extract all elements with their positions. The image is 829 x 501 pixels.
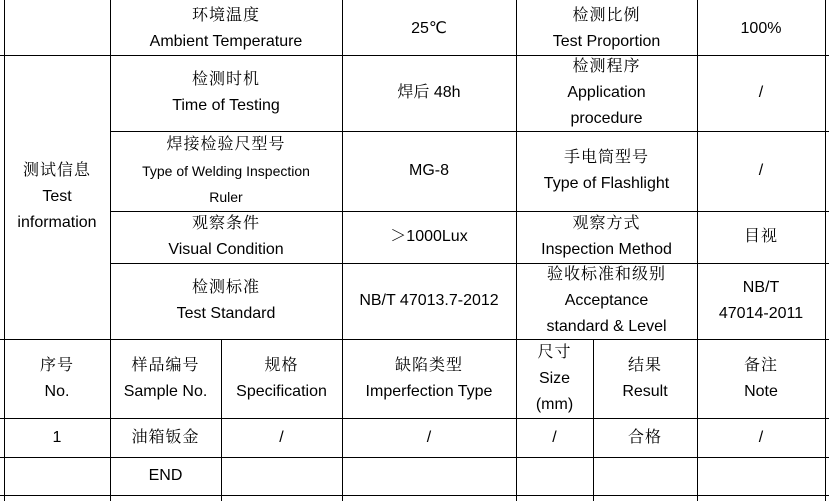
- grid-line: [825, 0, 826, 501]
- value-text: 焊后 48h: [397, 84, 461, 101]
- label-en: standard & Level: [546, 318, 667, 335]
- cell-text: 1: [52, 428, 62, 446]
- table-row-cell-imperfection: [342, 418, 516, 457]
- header-zh: 规格: [264, 356, 299, 374]
- label-zh: 环境温度: [191, 7, 260, 24]
- time-of-testing-label: [110, 55, 342, 131]
- section-label-en: information: [17, 214, 97, 231]
- table-row-cell-no: [4, 457, 110, 495]
- acceptance-standard-label: [516, 263, 697, 339]
- label-zh: 检测时机: [191, 71, 260, 88]
- value-text: /: [758, 162, 764, 179]
- header-note: [697, 339, 825, 418]
- cell-text: 合格: [627, 428, 662, 446]
- inspection-method-label: [516, 211, 697, 263]
- section-label-en: Test: [42, 188, 72, 205]
- cell-text: /: [426, 428, 432, 446]
- header-specification: [221, 339, 342, 418]
- welding-ruler-type-value: [342, 131, 516, 211]
- cell-text: /: [279, 428, 284, 446]
- table-row-cell-no: [4, 418, 110, 457]
- application-procedure-label: [516, 55, 697, 131]
- flashlight-type-value: [697, 131, 825, 211]
- header-zh: 尺寸: [537, 343, 572, 361]
- test-proportion-label: [516, 2, 697, 56]
- section-label-zh: 测试信息: [22, 162, 91, 179]
- header-zh: 序号: [39, 356, 74, 374]
- value-text: 47014-2011: [718, 305, 804, 322]
- label-en: procedure: [570, 110, 643, 127]
- label-en: Ruler: [209, 189, 243, 205]
- value-text: 100%: [740, 20, 782, 37]
- cell-text: /: [758, 428, 764, 446]
- table-row-cell-size: [516, 457, 593, 495]
- label-en: Application: [567, 84, 646, 101]
- table-row-cell-spec: [221, 457, 342, 495]
- table-row-cell-result: [593, 418, 697, 457]
- test-info-section-label: [4, 55, 110, 339]
- label-zh: 检测标准: [191, 279, 260, 296]
- header-en: Imperfection Type: [365, 382, 493, 400]
- header-en: Sample No.: [123, 382, 208, 400]
- ambient-temperature-value: [342, 2, 516, 56]
- value-text: ＞1000Lux: [390, 228, 468, 245]
- header-size: [516, 339, 593, 418]
- grid-line: [0, 495, 829, 496]
- label-zh: 观察方式: [572, 215, 641, 232]
- acceptance-standard-value: [697, 263, 825, 339]
- header-sample-no: [110, 339, 221, 418]
- header-en: Result: [622, 382, 668, 400]
- table-row-cell-imperfection: [342, 457, 516, 495]
- header-zh: 样品编号: [131, 356, 200, 374]
- label-en: Type of Welding Inspection: [142, 163, 310, 179]
- time-of-testing-value: [342, 55, 516, 131]
- test-standard-value: [342, 263, 516, 339]
- header-zh: 结果: [627, 356, 662, 374]
- table-row-cell-sample: [110, 457, 221, 495]
- header-result: [593, 339, 697, 418]
- test-proportion-value: [697, 2, 825, 56]
- label-zh: 检测程序: [572, 58, 641, 75]
- value-text: 25℃: [411, 20, 447, 37]
- label-en: Ambient Temperature: [149, 33, 303, 50]
- flashlight-type-label: [516, 131, 697, 211]
- table-row-cell-note: [697, 418, 825, 457]
- label-en: Test Proportion: [552, 33, 661, 50]
- header-imperfection-type: [342, 339, 516, 418]
- table-row-cell-spec: [221, 418, 342, 457]
- header-en: Specification: [236, 382, 327, 400]
- cell-text: 油箱钣金: [131, 428, 200, 446]
- header-en: Size: [538, 369, 571, 387]
- header-unit: (mm): [535, 395, 574, 413]
- label-en: Inspection Method: [541, 241, 672, 258]
- value-text: NB/T: [742, 279, 780, 296]
- visual-condition-value: [342, 211, 516, 263]
- header-en: No.: [44, 382, 70, 400]
- header-zh: 缺陷类型: [394, 356, 463, 374]
- ambient-temperature-label: [110, 2, 342, 56]
- cell-text: /: [552, 428, 557, 446]
- table-row-cell-size: [516, 418, 593, 457]
- visual-condition-label: [110, 211, 342, 263]
- cell-text: END: [148, 467, 183, 484]
- label-en: Visual Condition: [168, 241, 284, 258]
- label-zh: 验收标准和级别: [546, 266, 666, 283]
- label-zh: 观察条件: [191, 215, 260, 232]
- label-zh: 检测比例: [572, 7, 641, 24]
- application-procedure-value: [697, 55, 825, 131]
- label-en: Type of Flashlight: [543, 175, 670, 192]
- table-row-cell-note: [697, 457, 825, 495]
- header-zh: 备注: [743, 356, 778, 374]
- label-zh: 手电筒型号: [563, 149, 649, 166]
- label-en: Acceptance: [564, 292, 649, 309]
- value-text: NB/T 47013.7-2012: [359, 292, 499, 309]
- label-zh: 焊接检验尺型号: [166, 136, 286, 153]
- label-en: Time of Testing: [172, 97, 280, 114]
- inspection-method-value: [697, 211, 825, 263]
- table-row-cell-sample: [110, 418, 221, 457]
- welding-ruler-type-label: [110, 131, 342, 211]
- label-en: Test Standard: [176, 305, 276, 322]
- value-text: MG-8: [409, 162, 449, 179]
- value-text: /: [758, 84, 764, 101]
- header-no: [4, 339, 110, 418]
- table-row-cell-result: [593, 457, 697, 495]
- header-en: Note: [744, 382, 778, 400]
- value-text: 目视: [743, 228, 778, 245]
- test-standard-label: [110, 263, 342, 339]
